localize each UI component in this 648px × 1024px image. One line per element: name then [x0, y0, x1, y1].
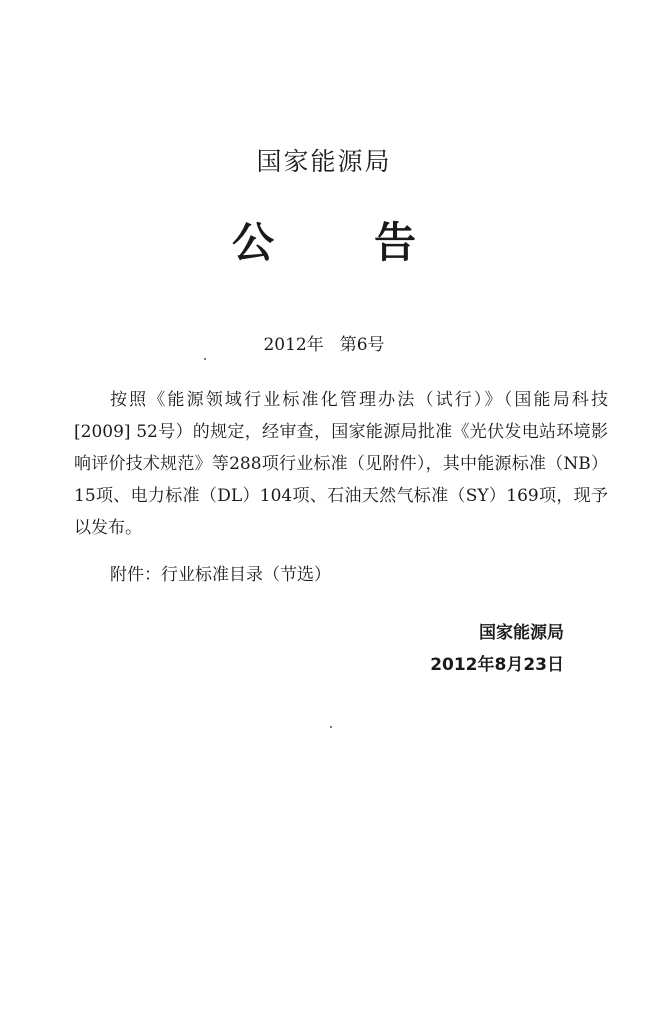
- scan-speck: [204, 358, 206, 360]
- doc-issue-number: 第6号: [339, 335, 385, 355]
- title-char-2: 告: [374, 218, 417, 267]
- signature-block: [430, 617, 564, 681]
- title-char-1: 公: [231, 218, 274, 267]
- scan-speck: [330, 726, 332, 728]
- attachment-note: 附件：行业标准目录（节选）: [110, 565, 331, 585]
- signature-issuer: 国家能源局: [479, 623, 564, 643]
- doc-year: 2012年: [263, 335, 324, 355]
- signature-date: 2012年8月23日: [430, 655, 564, 675]
- announcement-body: 按照《能源领域行业标准化管理办法（试行）》（国能局科技[2009] 52号）的规定，经审查，国家能源局批准《光伏发电站环境影响评价技术规范》等288项行业标准（见附件），其中能源标准（NB）15项、电力标准（DL）104项、石油天然气标准（SY）169项，现予以发布。: [74, 390, 608, 538]
- document-number: [0, 330, 648, 355]
- issuer-heading: 国家能源局: [256, 147, 392, 176]
- document-title: [0, 210, 648, 270]
